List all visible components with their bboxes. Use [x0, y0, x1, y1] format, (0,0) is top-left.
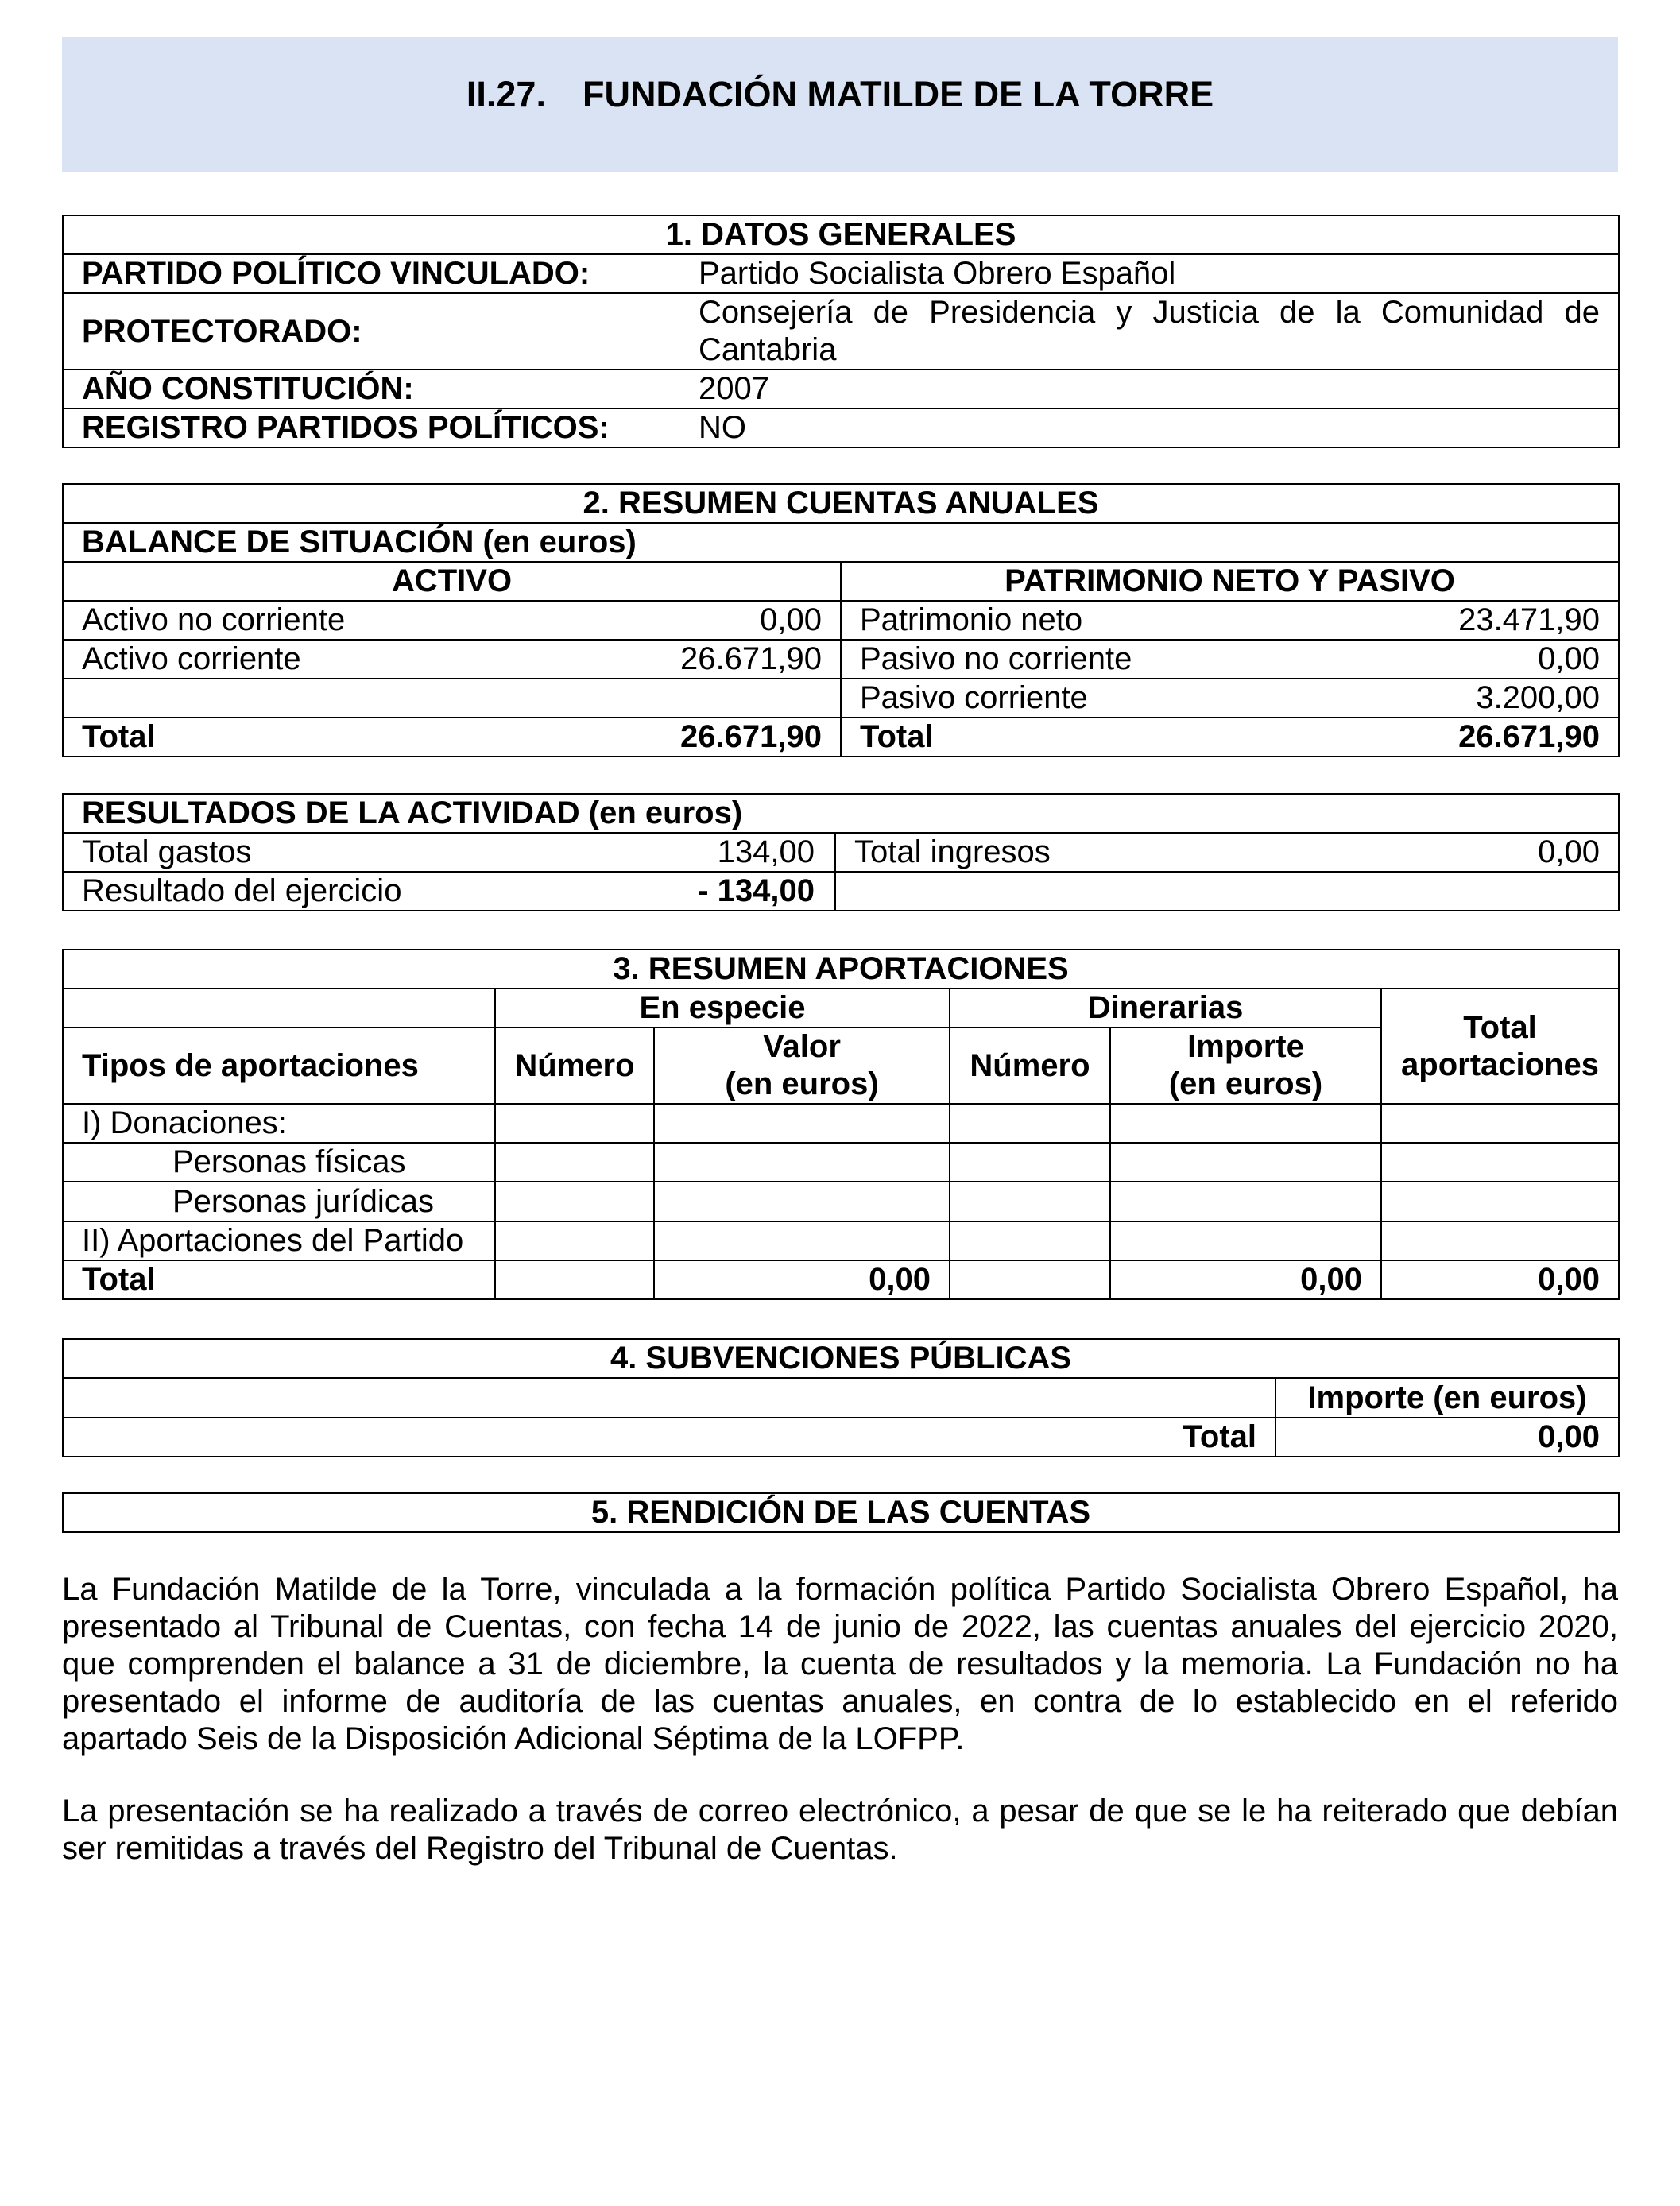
empty-cell [495, 1143, 654, 1182]
paragraph-line: La Fundación Matilde de la Torre, vinculada a la formación política Partido Socialista Obrero Español, ha [62, 1572, 1618, 1607]
empty-cell [63, 989, 495, 1028]
rendicion-paragraph [62, 1571, 1618, 1758]
dinerarias-importe-heading [1110, 1028, 1381, 1104]
total-ingresos-label: Total ingresos [835, 833, 1344, 872]
empty-cell [1110, 1143, 1381, 1182]
personas-fisicas-label: Personas físicas [63, 1143, 495, 1182]
paragraph-line: apartado Seis de la Disposición Adicional Séptima de la LOFPP. [62, 1721, 965, 1756]
balance-heading: BALANCE DE SITUACIÓN (en euros) [63, 523, 1619, 562]
registro-partidos-value: NO [679, 408, 1619, 447]
total-aportaciones-heading [1381, 989, 1619, 1104]
tipos-aportaciones-heading: Tipos de aportaciones [63, 1028, 495, 1104]
activo-no-corriente-value: 0,00 [540, 601, 841, 640]
paragraph-line: presentado el informe de auditoría de las cuentas anuales, en contra de lo establecido en el referido [62, 1684, 1618, 1719]
table-row [63, 1104, 1619, 1143]
activo-no-corriente-label: Activo no corriente [63, 601, 540, 640]
empty-cell [1110, 1221, 1381, 1260]
pasivo-corriente-value: 3.200,00 [1318, 679, 1619, 718]
pasivo-corriente-label: Pasivo corriente [841, 679, 1318, 718]
empty-cell [495, 1260, 654, 1299]
subvenciones-table [62, 1338, 1620, 1457]
empty-cell [495, 1104, 654, 1143]
total-gastos-value: 134,00 [571, 833, 835, 872]
resultado-ejercicio-value: - 134,00 [571, 872, 835, 911]
activo-heading: ACTIVO [63, 562, 841, 601]
table-row [63, 1143, 1619, 1182]
dinerarias-importe-heading-line: Importe [1187, 1029, 1304, 1064]
empty-cell [1381, 1104, 1619, 1143]
cuentas-anuales-heading: 2. RESUMEN CUENTAS ANUALES [63, 484, 1619, 523]
resultados-row [63, 833, 1619, 872]
total-pasivo-value: 26.671,90 [1318, 718, 1619, 757]
section-number: II.27. [466, 74, 546, 114]
dinerarias-numero-heading: Número [950, 1028, 1110, 1104]
subvenciones-total-value: 0,00 [1275, 1418, 1619, 1457]
personas-juridicas-label: Personas jurídicas [63, 1182, 495, 1221]
empty-cell [495, 1221, 654, 1260]
aportaciones-table [62, 949, 1620, 1300]
partido-vinculado-label: PARTIDO POLÍTICO VINCULADO: [63, 254, 679, 293]
total-ingresos-value: 0,00 [1344, 833, 1619, 872]
empty-cell [1110, 1104, 1381, 1143]
total-activo-value: 26.671,90 [540, 718, 841, 757]
empty-cell [654, 1182, 950, 1221]
empty-cell [63, 1378, 1275, 1418]
aportaciones-partido-label: II) Aportaciones del Partido [63, 1221, 495, 1260]
total-aportaciones-value: 0,00 [1381, 1260, 1619, 1299]
empty-cell [654, 1143, 950, 1182]
resultado-ejercicio-label: Resultado del ejercicio [63, 872, 571, 911]
empty-cell [950, 1260, 1110, 1299]
especie-valor-heading-line: Valor [763, 1029, 841, 1064]
ano-constitucion-label: AÑO CONSTITUCIÓN: [63, 370, 679, 408]
pasivo-no-corriente-value: 0,00 [1318, 640, 1619, 679]
dinerarias-heading: Dinerarias [950, 989, 1381, 1028]
partido-vinculado-row [63, 254, 1619, 293]
balance-table [62, 483, 1620, 757]
empty-cell [654, 1221, 950, 1260]
empty-cell [654, 1104, 950, 1143]
total-aportaciones-heading-line: Total [1463, 1009, 1537, 1045]
datos-generales-heading: 1. DATOS GENERALES [63, 215, 1619, 254]
patrimonio-neto-label: Patrimonio neto [841, 601, 1318, 640]
empty-cell [1381, 1221, 1619, 1260]
subvenciones-total-label: Total [63, 1418, 1275, 1457]
subvenciones-heading: 4. SUBVENCIONES PÚBLICAS [63, 1339, 1619, 1378]
resultados-heading: RESULTADOS DE LA ACTIVIDAD (en euros) [63, 794, 1619, 833]
aportaciones-total-label: Total [63, 1260, 495, 1299]
especie-valor-heading-line: (en euros) [725, 1066, 879, 1101]
activo-corriente-label: Activo corriente [63, 640, 540, 679]
total-especie-valor: 0,00 [654, 1260, 950, 1299]
empty-cell [835, 872, 1619, 911]
especie-numero-heading: Número [495, 1028, 654, 1104]
protectorado-value: Consejería de Presidencia y Justicia de la Comunidad de Cantabria [679, 293, 1619, 370]
empty-cell [950, 1143, 1110, 1182]
resultados-table [62, 793, 1620, 911]
total-pasivo-label: Total [841, 718, 1318, 757]
pasivo-no-corriente-label: Pasivo no corriente [841, 640, 1318, 679]
empty-cell [63, 679, 540, 718]
especie-valor-heading [654, 1028, 950, 1104]
protectorado-label: PROTECTORADO: [63, 293, 679, 370]
pasivo-heading: PATRIMONIO NETO Y PASIVO [841, 562, 1619, 601]
empty-cell [1110, 1182, 1381, 1221]
empty-cell [540, 679, 841, 718]
section-title-banner [62, 37, 1618, 172]
subvenciones-total-row [63, 1418, 1619, 1457]
en-especie-heading: En especie [495, 989, 950, 1028]
resultados-row [63, 872, 1619, 911]
aportaciones-heading: 3. RESUMEN APORTACIONES [63, 950, 1619, 989]
rendicion-table [62, 1492, 1620, 1533]
rendicion-heading: 5. RENDICIÓN DE LAS CUENTAS [63, 1493, 1619, 1532]
protectorado-row [63, 293, 1619, 370]
empty-cell [1381, 1143, 1619, 1182]
datos-generales-table [62, 215, 1620, 448]
balance-total-row [63, 718, 1619, 757]
paragraph-line: ser remitidas a través del Registro del Tribunal de Cuentas. [62, 1831, 898, 1866]
donaciones-label: I) Donaciones: [63, 1104, 495, 1143]
empty-cell [495, 1182, 654, 1221]
partido-vinculado-value: Partido Socialista Obrero Español [679, 254, 1619, 293]
patrimonio-neto-value: 23.471,90 [1318, 601, 1619, 640]
paragraph-line: presentado al Tribunal de Cuentas, con fecha 14 de junio de 2022, las cuentas anuales del ejercicio 2020, [62, 1609, 1618, 1644]
empty-cell [950, 1182, 1110, 1221]
balance-row [63, 679, 1619, 718]
dinerarias-importe-heading-line: (en euros) [1168, 1066, 1323, 1101]
total-gastos-label: Total gastos [63, 833, 571, 872]
registro-partidos-row [63, 408, 1619, 447]
empty-cell [950, 1104, 1110, 1143]
paragraph-line: La presentación se ha realizado a través de correo electrónico, a pesar de que se le ha reiterado que debían [62, 1794, 1618, 1829]
balance-row [63, 640, 1619, 679]
table-row [63, 1221, 1619, 1260]
ano-constitucion-row [63, 370, 1619, 408]
empty-cell [950, 1221, 1110, 1260]
balance-row [63, 601, 1619, 640]
importe-heading: Importe (en euros) [1275, 1378, 1619, 1418]
registro-partidos-label: REGISTRO PARTIDOS POLÍTICOS: [63, 408, 679, 447]
rendicion-paragraph [62, 1793, 1618, 1867]
total-activo-label: Total [63, 718, 540, 757]
aportaciones-total-row [63, 1260, 1619, 1299]
empty-cell [1381, 1182, 1619, 1221]
section-title: FUNDACIÓN MATILDE DE LA TORRE [582, 74, 1214, 114]
total-dinerarias-importe: 0,00 [1110, 1260, 1381, 1299]
ano-constitucion-value: 2007 [679, 370, 1619, 408]
activo-corriente-value: 26.671,90 [540, 640, 841, 679]
total-aportaciones-heading-line: aportaciones [1401, 1047, 1599, 1082]
table-row [63, 1182, 1619, 1221]
paragraph-line: que comprenden el balance a 31 de diciembre, la cuenta de resultados y la memoria. La Fundación no ha [62, 1647, 1618, 1682]
